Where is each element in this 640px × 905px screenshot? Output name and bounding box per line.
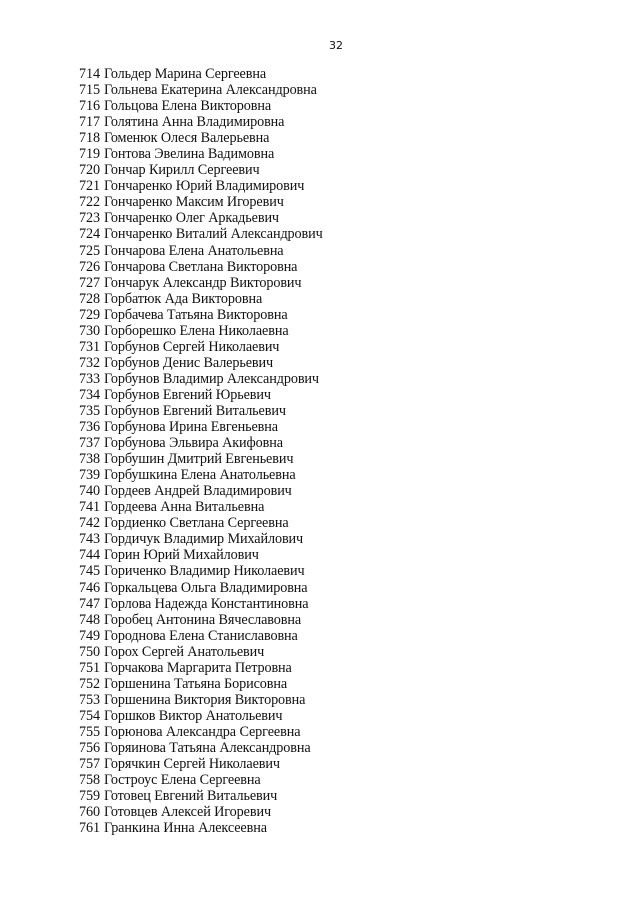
list-item <box>79 708 323 724</box>
entry-number: 745 <box>79 563 100 580</box>
list-item <box>79 275 323 291</box>
list-item <box>79 307 323 323</box>
entry-number: 718 <box>79 130 100 147</box>
entry-name: Гольцова Елена Викторовна <box>103 98 272 115</box>
entry-number: 714 <box>79 66 100 82</box>
entry-name: Горбушкина Елена Анатольевна <box>103 467 296 484</box>
entry-number: 722 <box>79 194 100 211</box>
entry-name: Гостроус Елена Сергеевна <box>103 772 261 789</box>
entry-number: 756 <box>79 739 100 756</box>
list-item <box>79 114 323 130</box>
entry-number: 733 <box>79 370 100 387</box>
entry-number: 748 <box>79 611 100 628</box>
entry-name: Голятина Анна Владимировна <box>103 114 285 131</box>
entry-number: 741 <box>79 499 100 516</box>
entry-number: 717 <box>79 114 100 131</box>
entry-name: Гранкина Инна Алексеевна <box>103 820 267 837</box>
entry-name: Горбунов Евгений Юрьевич <box>103 386 271 403</box>
entry-number: 720 <box>79 162 100 179</box>
entry-number: 755 <box>79 723 100 740</box>
entry-name: Гончаренко Максим Игоревич <box>103 194 284 211</box>
entry-name: Горлова Надежда Константиновна <box>103 595 309 612</box>
list-item <box>79 162 323 178</box>
list-item <box>79 612 323 628</box>
entry-number: 754 <box>79 707 100 724</box>
entry-number: 751 <box>79 659 100 676</box>
entry-name: Горборешко Елена Николаевна <box>103 322 289 339</box>
list-item <box>79 82 323 98</box>
entry-number: 724 <box>79 226 100 243</box>
entry-name: Гольнева Екатерина Александровна <box>103 82 317 99</box>
entry-name: Горюнова Александра Сергеевна <box>103 723 301 740</box>
entry-number: 744 <box>79 547 100 564</box>
entry-name: Горох Сергей Анатольевич <box>103 643 265 660</box>
entry-number: 732 <box>79 354 100 371</box>
entry-number: 728 <box>79 290 100 307</box>
entry-number: 761 <box>79 820 100 837</box>
list-item <box>79 724 323 740</box>
list-item <box>79 98 323 114</box>
list-item <box>79 531 323 547</box>
entry-number: 721 <box>79 178 100 195</box>
list-item <box>79 66 323 82</box>
list-item <box>79 403 323 419</box>
entry-name: Готовцев Алексей Игоревич <box>103 804 271 821</box>
entry-name: Горбушин Дмитрий Евгеньевич <box>103 451 294 468</box>
list-item <box>79 226 323 242</box>
entry-number: 726 <box>79 258 100 275</box>
list-item <box>79 387 323 403</box>
name-list <box>79 66 323 836</box>
entry-name: Готовец Евгений Витальевич <box>103 788 278 805</box>
entry-name: Горобец Антонина Вячеславовна <box>103 611 302 628</box>
entry-name: Гончар Кирилл Сергеевич <box>103 162 260 179</box>
list-item <box>79 644 323 660</box>
entry-number: 735 <box>79 402 100 419</box>
list-item <box>79 178 323 194</box>
list-item <box>79 547 323 563</box>
list-item <box>79 692 323 708</box>
list-item <box>79 756 323 772</box>
list-item <box>79 467 323 483</box>
entry-name: Горкальцева Ольга Владимировна <box>103 579 308 596</box>
list-item <box>79 804 323 820</box>
entry-number: 739 <box>79 467 100 484</box>
entry-name: Гончарук Александр Викторович <box>103 274 302 291</box>
list-item <box>79 515 323 531</box>
list-item <box>79 451 323 467</box>
list-item <box>79 596 323 612</box>
list-item <box>79 210 323 226</box>
entry-number: 758 <box>79 772 100 789</box>
entry-number: 753 <box>79 691 100 708</box>
entry-name: Гордичук Владимир Михайлович <box>103 531 304 548</box>
entry-name: Гончаренко Олег Аркадьевич <box>103 210 279 227</box>
list-item <box>79 419 323 435</box>
entry-number: 716 <box>79 98 100 115</box>
list-item <box>79 628 323 644</box>
entry-name: Горбунова Эльвира Акифовна <box>103 435 283 452</box>
list-item <box>79 580 323 596</box>
list-item <box>79 146 323 162</box>
list-item <box>79 355 323 371</box>
list-item <box>79 660 323 676</box>
list-item <box>79 788 323 804</box>
list-item <box>79 499 323 515</box>
entry-name: Горбунова Ирина Евгеньевна <box>103 419 278 436</box>
entry-name: Гонтова Эвелина Вадимовна <box>103 146 275 163</box>
entry-name: Гордиенко Светлана Сергеевна <box>103 515 289 532</box>
entry-number: 742 <box>79 515 100 532</box>
list-item <box>79 740 323 756</box>
entry-name: Гончаренко Юрий Владимирович <box>103 178 305 195</box>
list-item <box>79 676 323 692</box>
entry-number: 715 <box>79 82 100 99</box>
entry-name: Горшенина Виктория Викторовна <box>103 691 306 708</box>
entry-number: 746 <box>79 579 100 596</box>
entry-name: Гончарова Светлана Викторовна <box>103 258 298 275</box>
entry-name: Горячкин Сергей Николаевич <box>103 756 280 773</box>
list-item <box>79 435 323 451</box>
entry-number: 737 <box>79 435 100 452</box>
list-item <box>79 243 323 259</box>
entry-name: Горбунов Владимир Александрович <box>103 370 319 387</box>
entry-name: Гольдер Марина Сергеевна <box>103 66 267 82</box>
list-item <box>79 130 323 146</box>
entry-name: Гориченко Владимир Николаевич <box>103 563 305 580</box>
entry-number: 750 <box>79 643 100 660</box>
entry-number: 723 <box>79 210 100 227</box>
entry-number: 731 <box>79 338 100 355</box>
list-item <box>79 194 323 210</box>
entry-name: Горяинова Татьяна Александровна <box>103 739 311 756</box>
entry-number: 725 <box>79 242 100 259</box>
entry-number: 730 <box>79 322 100 339</box>
entry-name: Горбунов Денис Валерьевич <box>103 354 274 371</box>
entry-name: Горчакова Маргарита Петровна <box>103 659 292 676</box>
entry-number: 760 <box>79 804 100 821</box>
entry-name: Гоменюк Олеся Валерьевна <box>103 130 270 147</box>
entry-number: 734 <box>79 386 100 403</box>
list-item <box>79 259 323 275</box>
entry-name: Горбатюк Ада Викторовна <box>103 290 263 307</box>
entry-name: Горбунов Евгений Витальевич <box>103 402 286 419</box>
entry-name: Городнова Елена Станиславовна <box>103 627 298 644</box>
entry-number: 759 <box>79 788 100 805</box>
entry-name: Гордеева Анна Витальевна <box>103 499 265 516</box>
list-item <box>79 371 323 387</box>
list-item <box>79 339 323 355</box>
entry-number: 743 <box>79 531 100 548</box>
entry-number: 738 <box>79 451 100 468</box>
entry-number: 752 <box>79 675 100 692</box>
entry-number: 747 <box>79 595 100 612</box>
list-item <box>79 772 323 788</box>
entry-name: Гордеев Андрей Владимирович <box>103 483 292 500</box>
page-number: 32 <box>329 39 343 52</box>
list-item <box>79 291 323 307</box>
entry-number: 727 <box>79 274 100 291</box>
list-item <box>79 820 323 836</box>
entry-name: Горин Юрий Михайлович <box>103 547 259 564</box>
entry-number: 719 <box>79 146 100 163</box>
list-item <box>79 323 323 339</box>
entry-name: Горшенина Татьяна Борисовна <box>103 675 288 692</box>
entry-name: Горбачева Татьяна Викторовна <box>103 306 288 323</box>
entry-name: Гончарова Елена Анатольевна <box>103 242 284 259</box>
entry-number: 757 <box>79 756 100 773</box>
entry-number: 736 <box>79 419 100 436</box>
entry-number: 740 <box>79 483 100 500</box>
entry-number: 729 <box>79 306 100 323</box>
list-item <box>79 483 323 499</box>
entry-name: Горшков Виктор Анатольевич <box>103 707 283 724</box>
entry-name: Гончаренко Виталий Александрович <box>103 226 323 243</box>
list-item <box>79 563 323 579</box>
entry-name: Горбунов Сергей Николаевич <box>103 338 280 355</box>
entry-number: 749 <box>79 627 100 644</box>
